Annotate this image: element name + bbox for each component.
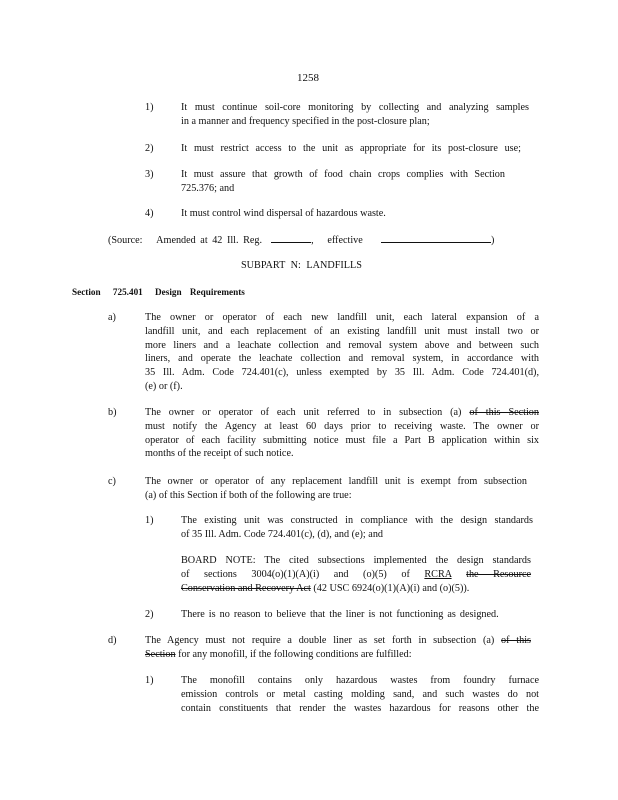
struck-text: the Resource [466,568,532,580]
struck-text: of this Section [469,407,539,418]
section-label: Section [72,287,101,297]
paragraph-label: c) [108,476,116,487]
paragraph-label: b) [108,407,117,418]
section-title: Design Requirements [155,287,245,297]
paragraph-b: The owner or operator of each unit referred to in subsection (a) of this Section must notify the Agency at least 60 days prior to receiving waste. The owner or operator of each facility submitting notice must file a Part B application within six months of the receipt of such notice. [145,407,539,460]
list-item-number: 1) [145,515,154,526]
list-item-number: 3) [145,169,154,180]
list-item-number: 2) [145,143,154,154]
list-item-text: There is no reason to believe that the liner is not functioning as designed. [181,609,499,620]
paragraph-c: The owner or operator of any replacement landfill unit is exempt from subsection (a) of this Section if both of the following are true: [145,476,527,501]
list-item-text: The existing unit was constructed in compliance with the design standards of 35 Ill. Adm. Code 724.401(c), (d), and (e); and [181,515,533,540]
source-text: Amended at 42 Ill. Reg. [156,235,263,246]
page-number: 1258 [297,72,319,84]
source-note: (Source: Amended at 42 Ill. Reg. , effective ) [108,235,495,246]
paragraph-a: The owner or operator of each new landfill unit, each lateral expansion of a landfill unit, and each replacement of an existing landfill unit must install two or more liners and a leachate collection and removal system above and between such liners, and operate the leachate collection and removal system, in accordance with 35 Ill. Adm. Code 724.401(c), unless exempted by 35 Ill. Adm. Code 724.401(d), (e) or (f). [145,312,539,392]
subpart-heading: SUBPART N: LANDFILLS [241,260,362,271]
source-effective: effective [327,235,363,246]
list-item-text: It must restrict access to the unit as appropriate for its post-closure use; [181,143,521,154]
list-item-text: It must assure that growth of food chain crops complies with Section 725.376; and [181,169,505,194]
list-item-number: 2) [145,609,154,620]
list-item-number: 1) [145,102,154,113]
struck-text: of this [501,635,531,646]
list-item-text: It must control wind dispersal of hazardous waste. [181,208,386,219]
section-heading [72,286,245,300]
list-item-number: 1) [145,675,154,686]
paragraph-label: d) [108,635,117,646]
paragraph-label: a) [108,312,116,323]
struck-text: Section [145,648,176,660]
blank-line [381,233,491,243]
section-number: 725.401 [112,287,143,297]
inserted-text: RCRA [424,568,452,580]
blank-line [271,233,311,243]
source-prefix: (Source: [108,235,143,246]
list-item-number: 4) [145,208,154,219]
list-item-text: The monofill contains only hazardous wastes from foundry furnace emission controls or metal casting molding sand, and such wastes do not contain constituents that render the wastes hazardous for reasons other the [181,675,539,714]
paragraph-d: The Agency must not require a double liner as set forth in subsection (a) of this Section for any monofill, if the following conditions are fulfilled: [145,635,531,660]
list-item-text: It must continue soil-core monitoring by collecting and analyzing samples in a manner and frequency specified in the post-closure plan; [181,102,529,127]
struck-text: Conservation and Recovery Act [181,582,311,594]
board-note: BOARD NOTE: The cited subsections implemented the design standards of sections 3004(o)(1)(A)(i) and (o)(5) of RCRA the Resource Conservation and Recovery Act (42 USC 6924(o)(1)(A)(i) and (o)(5)). [181,555,532,594]
